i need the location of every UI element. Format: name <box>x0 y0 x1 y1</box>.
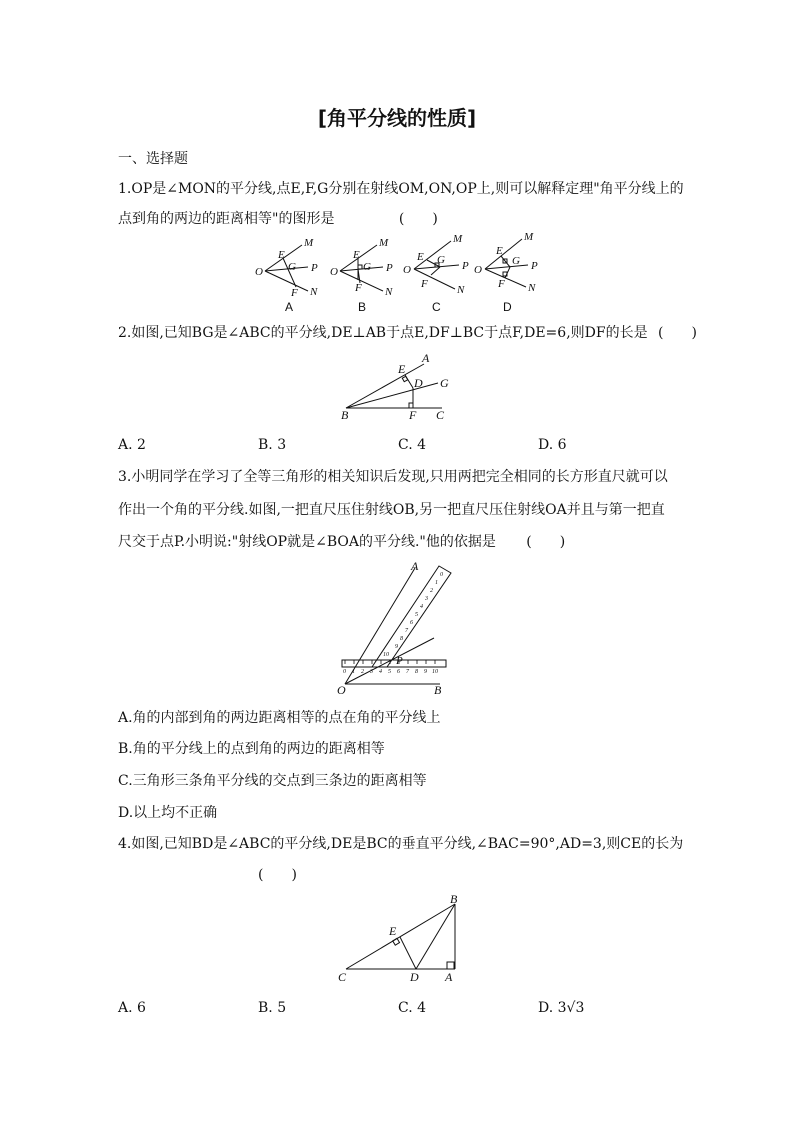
q1b-label-m: M <box>379 237 389 249</box>
q1b-label-o: O <box>330 266 338 278</box>
q4-label-b: B <box>450 892 458 906</box>
svg-text:6: 6 <box>397 669 400 675</box>
svg-text:3: 3 <box>370 669 373 675</box>
q1c-label-e: E <box>417 251 424 263</box>
q1b-label-e: E <box>353 249 360 261</box>
q1b-label-p: P <box>386 262 393 274</box>
svg-text:10: 10 <box>383 652 389 658</box>
q2-label-f: F <box>409 408 417 422</box>
svg-text:6: 6 <box>410 620 413 626</box>
q1a-label-n: N <box>310 286 318 298</box>
q2-label-e: E <box>398 362 406 376</box>
q1d-label-o: O <box>474 264 482 276</box>
q2-option-d: D. 6 <box>538 437 567 453</box>
q3-label-p: P <box>396 655 403 667</box>
q2-option-c: C. 4 <box>398 437 427 453</box>
q1d-label-f: F <box>498 278 505 290</box>
q3-figure <box>0 560 794 700</box>
q4-figure <box>0 890 794 990</box>
q3-ruler-numbers-slanted <box>383 572 443 658</box>
q4-option-b: B. 5 <box>258 1000 287 1016</box>
section-heading: 一、选择题 <box>118 151 188 167</box>
q3-option-a: A.角的内部到角的两边距离相等的点在角的平分线上 <box>118 710 441 726</box>
q3-label-o: O <box>337 683 346 697</box>
svg-text:0: 0 <box>440 572 443 578</box>
q4-answer-paren: ( ) <box>258 867 297 883</box>
q3-label-a: A <box>411 559 419 573</box>
q2-answer-paren: ( ) <box>658 325 697 341</box>
svg-text:1: 1 <box>352 669 355 675</box>
q1-option-d-label: D <box>503 300 512 314</box>
svg-text:0: 0 <box>343 669 346 675</box>
q1-option-b-label: B <box>358 300 367 314</box>
q2-label-b: B <box>341 408 349 422</box>
q1-answer-paren: ( ) <box>398 211 438 227</box>
svg-text:10: 10 <box>432 669 438 675</box>
q1-figures <box>0 225 794 325</box>
svg-text:5: 5 <box>415 612 418 618</box>
q4-option-a: A. 6 <box>118 1000 146 1016</box>
q3-label-b: B <box>434 683 442 697</box>
q1d-label-m: M <box>524 231 534 243</box>
svg-text:4: 4 <box>420 604 423 610</box>
q2-option-b: B. 3 <box>258 437 287 453</box>
svg-text:9: 9 <box>395 644 398 650</box>
svg-text:2: 2 <box>361 669 364 675</box>
q1a-label-e: E <box>278 249 285 261</box>
svg-text:7: 7 <box>405 628 408 634</box>
q1c-label-f: F <box>421 278 428 290</box>
q1a-label-p: P <box>311 262 318 274</box>
q4-option-c: C. 4 <box>398 1000 427 1016</box>
q3-text-line3 <box>118 531 565 551</box>
q2-figure <box>0 350 794 430</box>
q4-label-d: D <box>410 970 419 984</box>
q1d-label-p: P <box>531 260 538 272</box>
q3-option-d: D.以上均不正确 <box>118 805 218 821</box>
q3-option-b: B.角的平分线上的点到角的两边的距离相等 <box>118 741 385 757</box>
svg-text:1: 1 <box>435 580 438 586</box>
svg-text:4: 4 <box>379 669 382 675</box>
q4-label-e: E <box>389 924 397 938</box>
svg-text:2: 2 <box>430 588 433 594</box>
q4-label-a: A <box>445 970 453 984</box>
q1c-label-g: G <box>437 254 445 266</box>
q3-text-line3-body: 尺交于点P.小明说:"射线OP就是∠BOA的平分线."他的依据是 <box>118 534 496 550</box>
q1-figure-d <box>474 231 538 314</box>
q1d-label-g: G <box>512 255 520 267</box>
q2-option-a: A. 2 <box>118 437 146 453</box>
q2-label-d: D <box>414 376 423 390</box>
q1a-label-m: M <box>304 237 314 249</box>
q2-text-line1 <box>118 322 697 342</box>
q1a-label-o: O <box>255 266 263 278</box>
q3-ruler-numbers-horizontal <box>343 668 438 675</box>
q1c-label-p: P <box>462 260 469 272</box>
q1-text-line1: 1.OP是∠MON的平分线,点E,F,G分别在射线OM,ON,OP上,则可以解释定理"角平分线上的 <box>118 181 684 197</box>
q2-label-g: G <box>440 376 449 390</box>
q1b-label-f: F <box>355 282 362 294</box>
q1-figure-c <box>403 233 469 314</box>
q2-label-a: A <box>422 351 430 365</box>
q1b-label-n: N <box>385 286 393 298</box>
q1b-label-g: G <box>363 261 371 273</box>
q4-option-d: D. 3√3 <box>538 1000 585 1016</box>
q1-option-c-label: C <box>432 300 441 314</box>
page-title: [角平分线的性质] <box>317 106 477 130</box>
q4-text-line1: 4.如图,已知BD是∠ABC的平分线,DE是BC的垂直平分线,∠BAC=90°,AD=3,则CE的长为 <box>118 836 684 852</box>
svg-text:7: 7 <box>406 669 409 675</box>
q1d-label-e: E <box>496 245 503 257</box>
q1c-label-o: O <box>403 264 411 276</box>
svg-text:8: 8 <box>400 636 403 642</box>
q4-label-c: C <box>338 970 347 984</box>
q1c-label-n: N <box>457 284 465 296</box>
q1-figure-a <box>255 237 318 314</box>
q3-text-line1: 3.小明同学在学习了全等三角形的相关知识后发现,只用两把完全相同的长方形直尺就可以 <box>118 469 668 485</box>
q1-text-line2-body: 点到角的两边的距离相等"的图形是 <box>118 211 335 227</box>
svg-text:9: 9 <box>424 669 427 675</box>
q1d-label-n: N <box>528 282 536 294</box>
q1-option-a-label: A <box>285 300 294 314</box>
q3-answer-paren: ( ) <box>526 534 566 550</box>
q2-label-c: C <box>436 408 445 422</box>
svg-text:3: 3 <box>425 596 428 602</box>
svg-text:5: 5 <box>388 669 391 675</box>
q1a-label-g: G <box>288 261 296 273</box>
q1a-label-f: F <box>291 287 298 299</box>
q1-figure-b <box>330 237 393 314</box>
q2-text-line1-body: 2.如图,已知BG是∠ABC的平分线,DE⊥AB于点E,DF⊥BC于点F,DE=6,则DF的长是 <box>118 325 648 341</box>
svg-text:8: 8 <box>415 669 418 675</box>
q3-text-line2: 作出一个角的平分线.如图,一把直尺压住射线OB,另一把直尺压住射线OA并且与第一把直 <box>118 502 665 518</box>
q3-option-c: C.三角形三条角平分线的交点到三条边的距离相等 <box>118 773 427 789</box>
q1c-label-m: M <box>453 233 463 245</box>
